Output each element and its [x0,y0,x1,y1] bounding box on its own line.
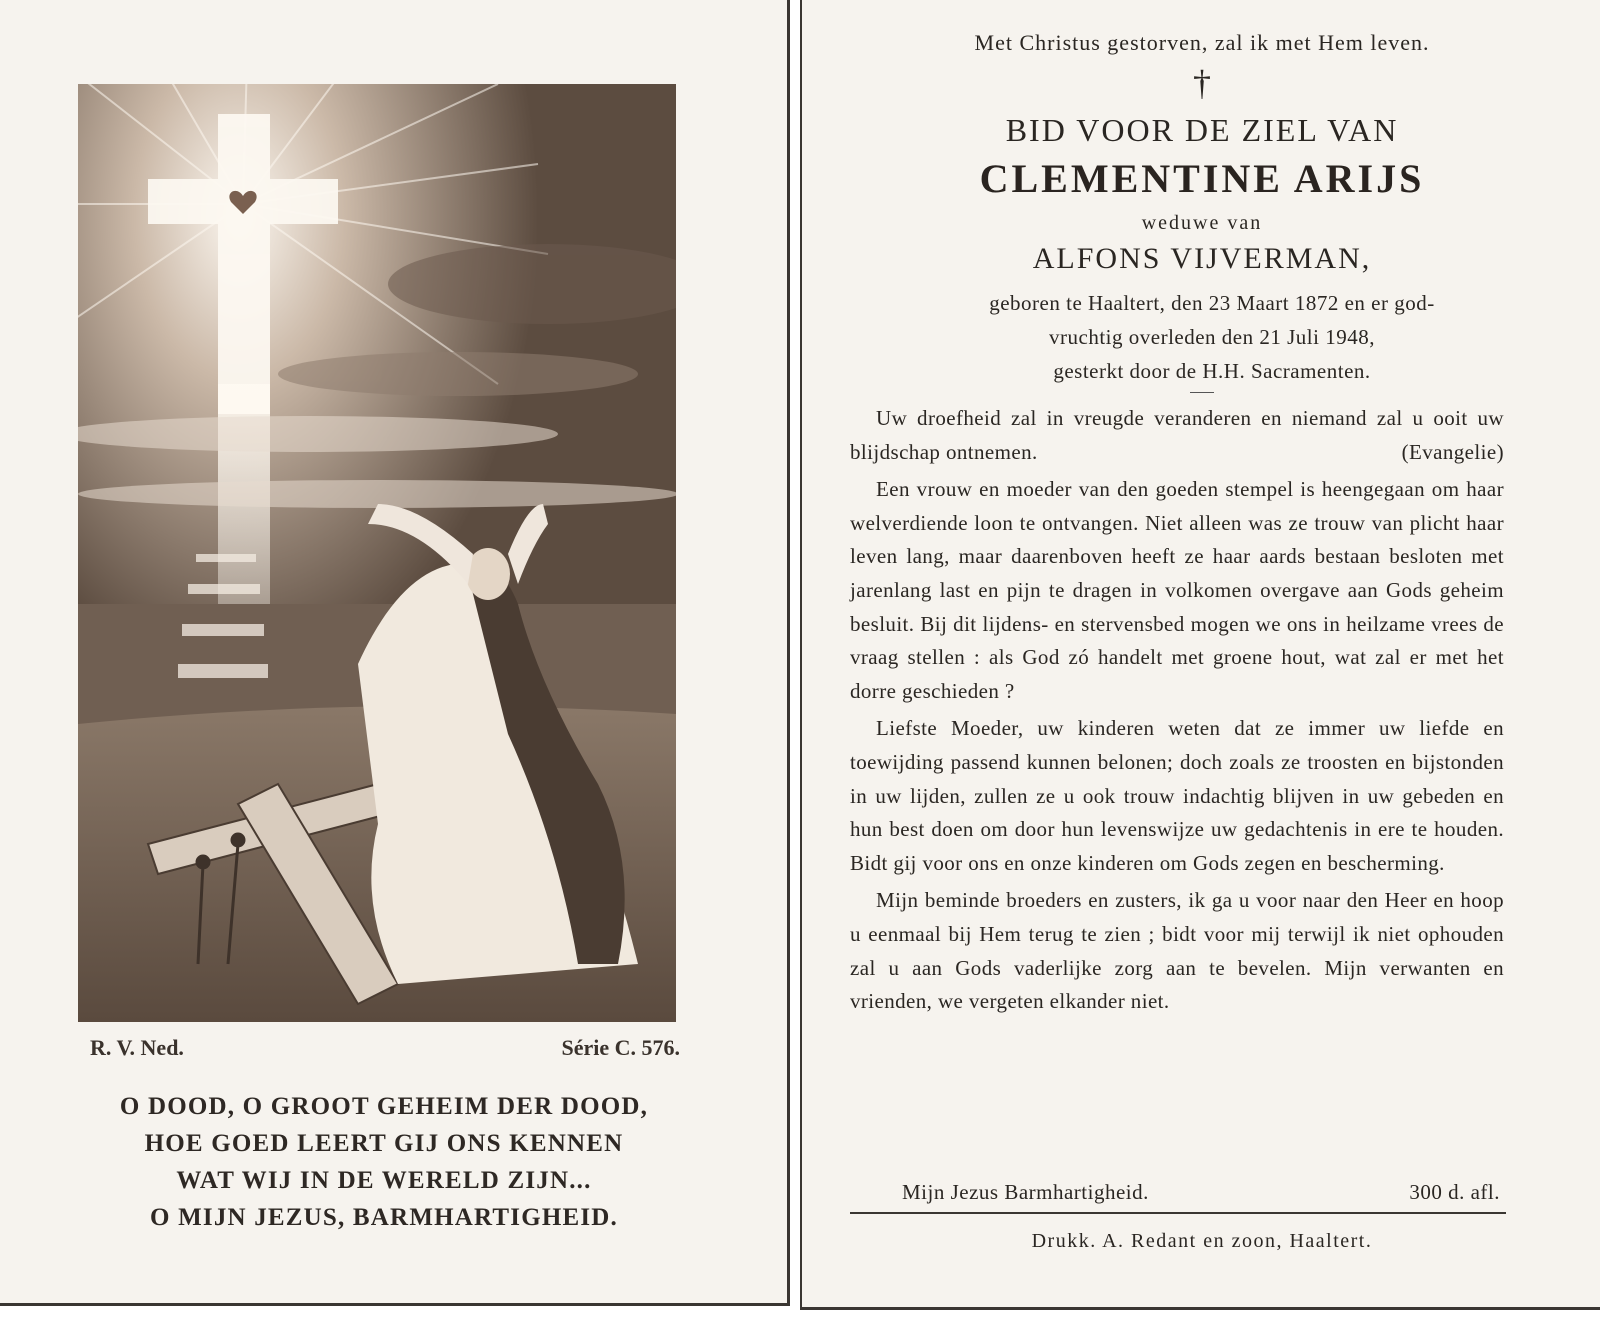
deceased-name: CLEMENTINE ARIJS [979,156,1425,201]
verse-line: O DOOD, O GROOT GEHEIM DER DOOD, [119,1093,649,1120]
husband-name: ALFONS VIJVERMAN, [1032,242,1372,275]
verse-line: O MIJN JEZUS, BARMHARTIGHEID. [150,1204,618,1231]
closing-prayer: Mijn Jezus Barmhartigheid. [902,1180,1149,1204]
widow-of-label: weduwe van [1141,212,1263,234]
verse-block [70,1088,698,1236]
paragraph: Een vrouw en moeder van den goeden stempel is heengegaan om haar welverdiende loon te ontvangen. Niet alleen was ze trouw van plicht haar leven lang, maar daarenboven heeft ze haar aards bestaan besloten met jarenlang last en pijn te dragen in volkomen overgave aan Gods geheim besluit. Bij dit lijdens- en stervensbed mogen we ons in heilzame vrees de vraag stellen : als God zó handelt met groene hout, wat zal er met het dorre geschieden ? [850,477,1504,703]
paragraph: Mijn beminde broeders en zusters, ik ga u voor naar den Heer en hoop u eenmaal bij Hem terug te zien ; bidt voor mij terwijl ik niet ophouden zal u aan Gods vaderlijke zorg aan te bevelen. Mijn verwanten en vrienden, we vergeten elkander niet. [850,888,1504,1014]
bio-line: geboren te Haaltert, den 23 Maart 1872 en er god- [989,291,1435,315]
verse-line: HOE GOED LEERT GIJ ONS KENNEN [144,1130,624,1157]
verse-line: WAT WIJ IN DE WERELD ZIJN... [176,1167,592,1194]
memorial-text [850,402,1504,1023]
gospel-quote [850,402,1504,469]
cross-icon: † [1193,63,1211,103]
indulgence-note: 300 d. afl. [1409,1180,1500,1204]
devotional-illustration [78,84,676,1022]
publisher-mark: R. V. Ned. [90,1035,184,1060]
paragraph: Liefste Moeder, uw kinderen weten dat ze immer uw liefde en toewijding passend kunnen belonen; doch zoals ze troosten en bijstonden in uw lijden, zullen ze u ook trouw indachtig blijven in uw gebeden en hun best doen om door hun levenswijze uw gedachtenis in ere te houden. Bidt gij voor ons en onze kinderen om Gods zegen en bescherming. [850,716,1504,875]
motto: Met Christus gestorven, zal ik met Hem leven. [974,30,1430,55]
prayer-heading: BID VOOR DE ZIEL VAN [1005,112,1399,148]
card-caption [90,1035,680,1065]
holy-card-back [800,0,1600,1310]
printer-credit: Drukk. A. Redant en zoon, Haaltert. [1031,1230,1373,1252]
divider [1190,392,1214,393]
quote-source: (Evangelie) [1401,439,1504,464]
biography [872,286,1552,388]
series-number: Série C. 576. [561,1035,680,1060]
bio-line: vruchtig overleden den 21 Juli 1948, [1049,325,1375,349]
holy-card-front [0,0,790,1306]
divider [850,1212,1506,1214]
closing-row [850,1180,1506,1210]
quote-text: Uw droefheid zal in vreugde veranderen en niemand zal u ooit uw blijdschap ontnemen. [850,406,1504,464]
bio-line: gesterkt door de H.H. Sacramenten. [1053,359,1371,383]
